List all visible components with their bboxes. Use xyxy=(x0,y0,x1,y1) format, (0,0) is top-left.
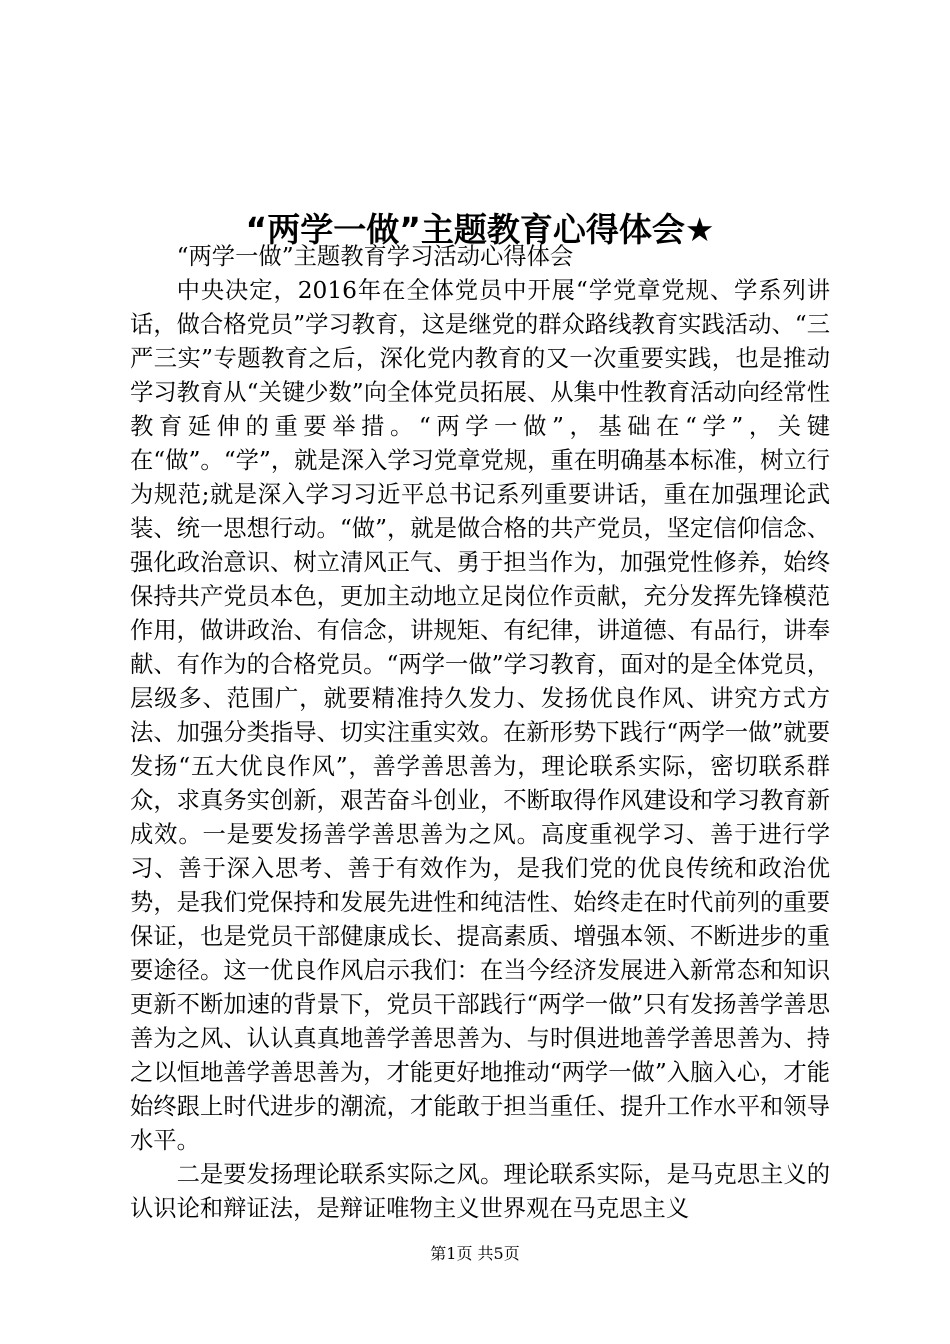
paragraph-subtitle: “两学一做”主题教育学习活动心得体会 xyxy=(176,243,574,270)
paragraph-main: 中央决定，2016年在全体党员中开展“学党章党规、学系列讲话，做合格党员”学习教育，这是继党的群众路线教育实践活动、“三严三实”专题教育之后，深化党内教育的又一次重要实践，也是推动学习教育从“关键少数”向全体党员拓展、从集中性教育活动向经常性教育延伸的重要举措。“两学一做”，基础在“学”，关键在“做”。“学”，就是深入学习党章党规，重在明确基本标准，树立行为规范;就是深入学习习近平总书记系列重要讲话，重在加强理论武装、统一思想行动。“做”，就是做合格的共产党员，坚定信仰信念、强化政治意识、树立清风正气、勇于担当作为，加强党性修养，始终保持共产党员本色，更加主动地立足岗位作贡献，充分发挥先锋模范作用，做讲政治、有信念，讲规矩、有纪律，讲道德、有品行，讲奉献、有作为的合格党员。“两学一做”学习教育，面对的是全体党员，层级多、范围广，就要精准持久发力、发扬优良作风、讲究方式方法、加强分类指导、切实注重实效。在新形势下践行“两学一做”就要发扬“五大优良作风”，善学善思善为，理论联系实际，密切联系群众，求真务实创新，艰苦奋斗创业，不断取得作风建设和学习教育新成效。一是要发扬善学善思善为之风。高度重视学习、善于进行学习、善于深入思考、善于有效作为，是我们党的优良传统和政治优势，是我们党保持和发展先进性和纯洁性、始终走在时代前列的重要保证，也是党员干部健康成长、提高素质、增强本领、不断进步的重要途径。这一优良作风启示我们：在当今经济发展进入新常态和知识更新不断加速的背景下，党员干部践行“两学一做”只有发扬善学善思善为之风、认认真真地善学善思善为、与时俱进地善学善思善为、持之以恒地善学善思善为，才能更好地推动“两学一做”入脑入心，才能始终跟上时代进步的潮流，才能敢于担当重任、提升工作水平和领导水平。 xyxy=(130,277,830,1154)
page-number-footer: 第1页 共5页 xyxy=(430,1244,520,1263)
document-title: “两学一做”主题教育心得体会★ xyxy=(245,210,715,250)
document-body xyxy=(130,240,830,1226)
paragraph-second: 二是要发扬理论联系实际之风。理论联系实际，是马克思主义的认识论和辩证法，是辩证唯物主义世界观在马克思主义 xyxy=(130,1161,830,1222)
